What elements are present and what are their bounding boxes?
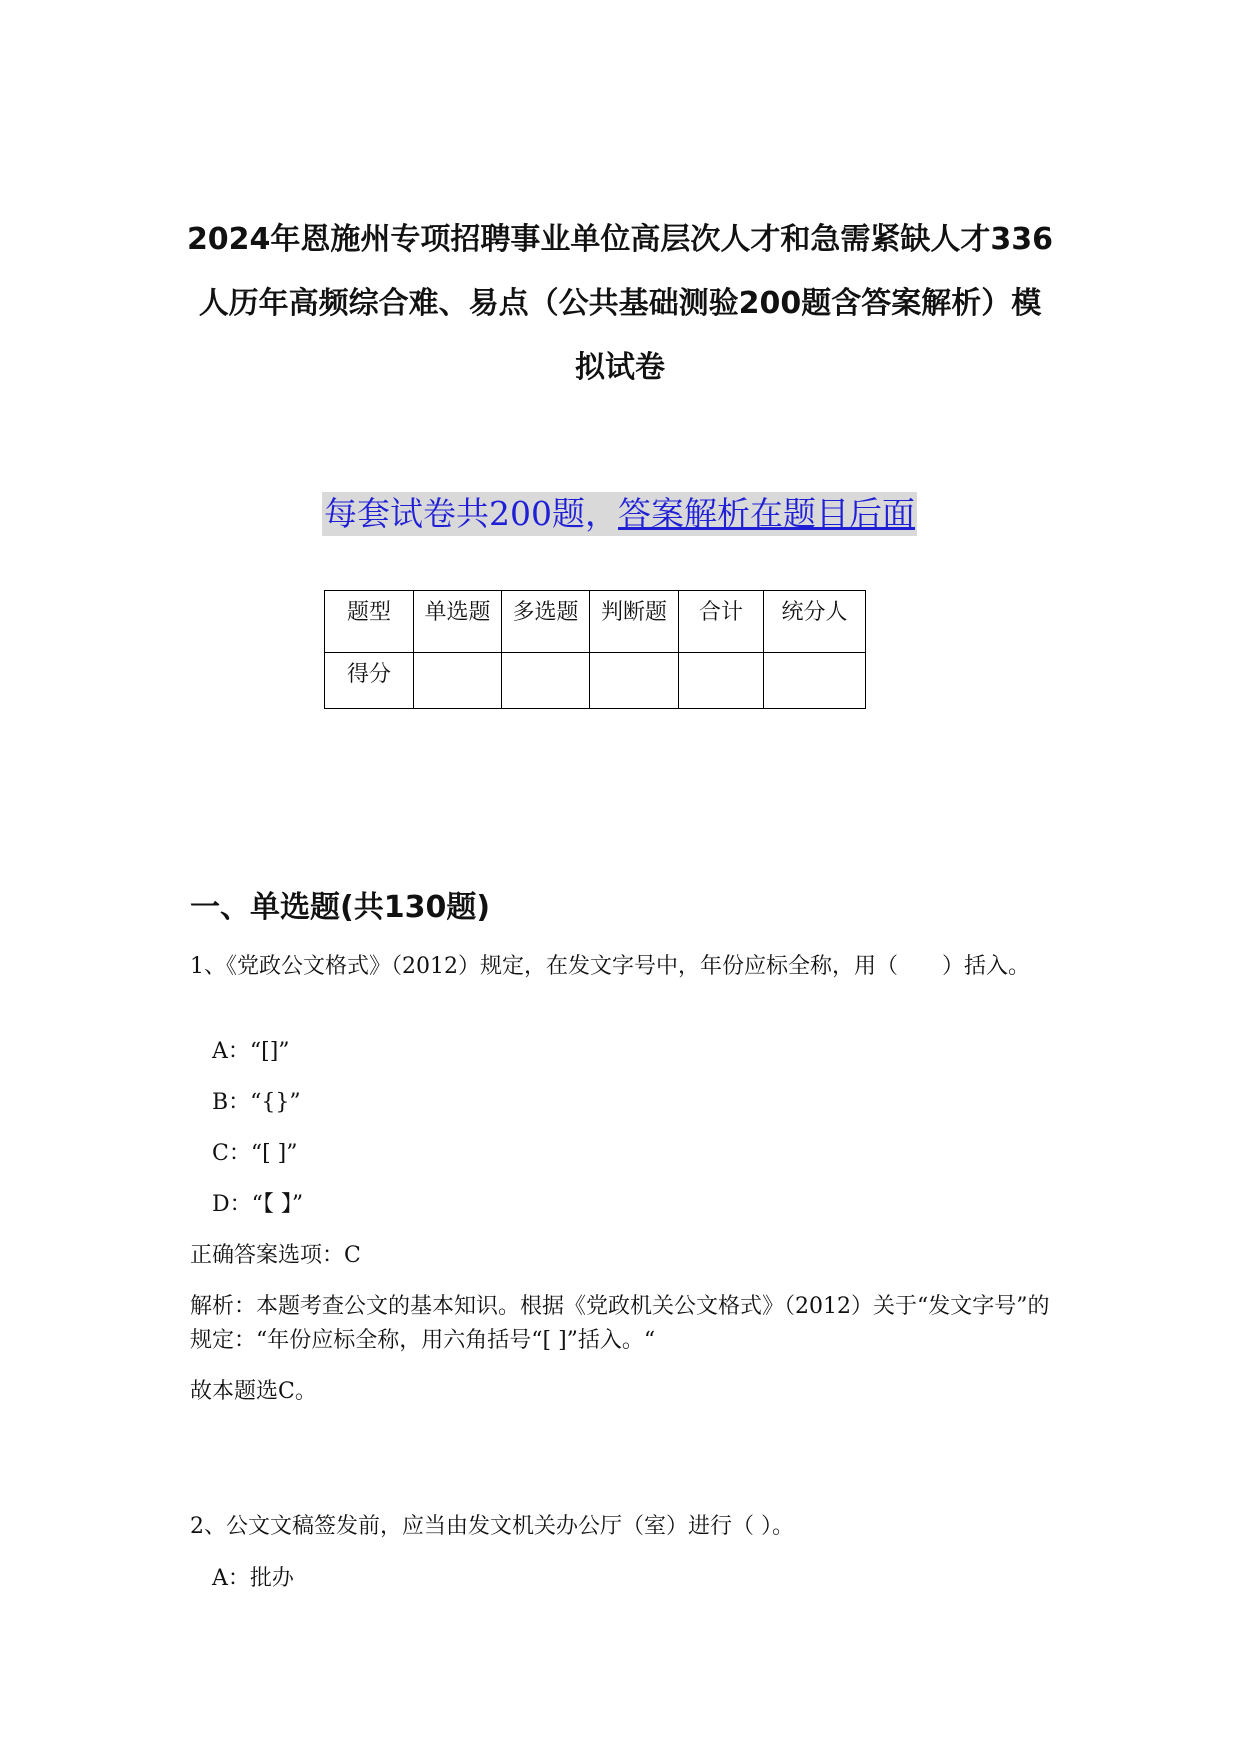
- question-1-option-b: B：“{}”: [212, 1090, 301, 1115]
- header-cell-single-choice: 单选题: [414, 591, 502, 653]
- header-cell-true-false: 判断题: [590, 591, 679, 653]
- score-cell-true-false: [590, 653, 679, 709]
- header-cell-type: 题型: [325, 591, 414, 653]
- question-2-option-a: A：批办: [212, 1566, 294, 1591]
- header-cell-total: 合计: [679, 591, 764, 653]
- info-banner: [322, 492, 917, 536]
- question-2-stem: 2、公文文稿签发前，应当由发文机关办公厅（室）进行（ ）。: [190, 1514, 794, 1539]
- score-cell-total: [679, 653, 764, 709]
- score-cell-multi-choice: [502, 653, 590, 709]
- question-1-conclusion: 故本题选C。: [190, 1379, 317, 1404]
- score-cell-scorer: [764, 653, 866, 709]
- question-1-answer: 正确答案选项：C: [190, 1243, 361, 1268]
- question-1-option-d: D：“【 】”: [212, 1192, 304, 1217]
- answer-analysis-link[interactable]: 答案解析在题目后面: [618, 494, 915, 533]
- question-1-stem: 1、《党政公文格式》（2012）规定，在发文字号中，年份应标全称，用（ ）括入。: [190, 954, 1030, 979]
- question-1-option-c: C：“[ ]”: [212, 1141, 298, 1166]
- header-cell-multi-choice: 多选题: [502, 591, 590, 653]
- section-heading: 一、单选题(共130题): [190, 890, 491, 925]
- question-1-analysis: 解析：本题考查公文的基本知识。根据《党政机关公文格式》（2012）关于“发文字号”的规定：“年份应标全称，用六角括号“[ ]”括入。“: [190, 1294, 1050, 1353]
- banner-text: 每套试卷共200题，: [324, 494, 618, 533]
- score-row-label: 得分: [325, 653, 414, 709]
- score-table-score-row: [325, 653, 866, 709]
- question-1-option-a: A：“[]”: [212, 1039, 290, 1064]
- score-cell-single-choice: [414, 653, 502, 709]
- document-title: 2024年恩施州专项招聘事业单位高层次人才和急需紧缺人才336人历年高频综合难、易点（公共基础测验200题含答案解析）模拟试卷: [186, 222, 1054, 385]
- score-table-header-row: [325, 591, 866, 653]
- header-cell-scorer: 统分人: [764, 591, 866, 653]
- score-table: [324, 590, 866, 709]
